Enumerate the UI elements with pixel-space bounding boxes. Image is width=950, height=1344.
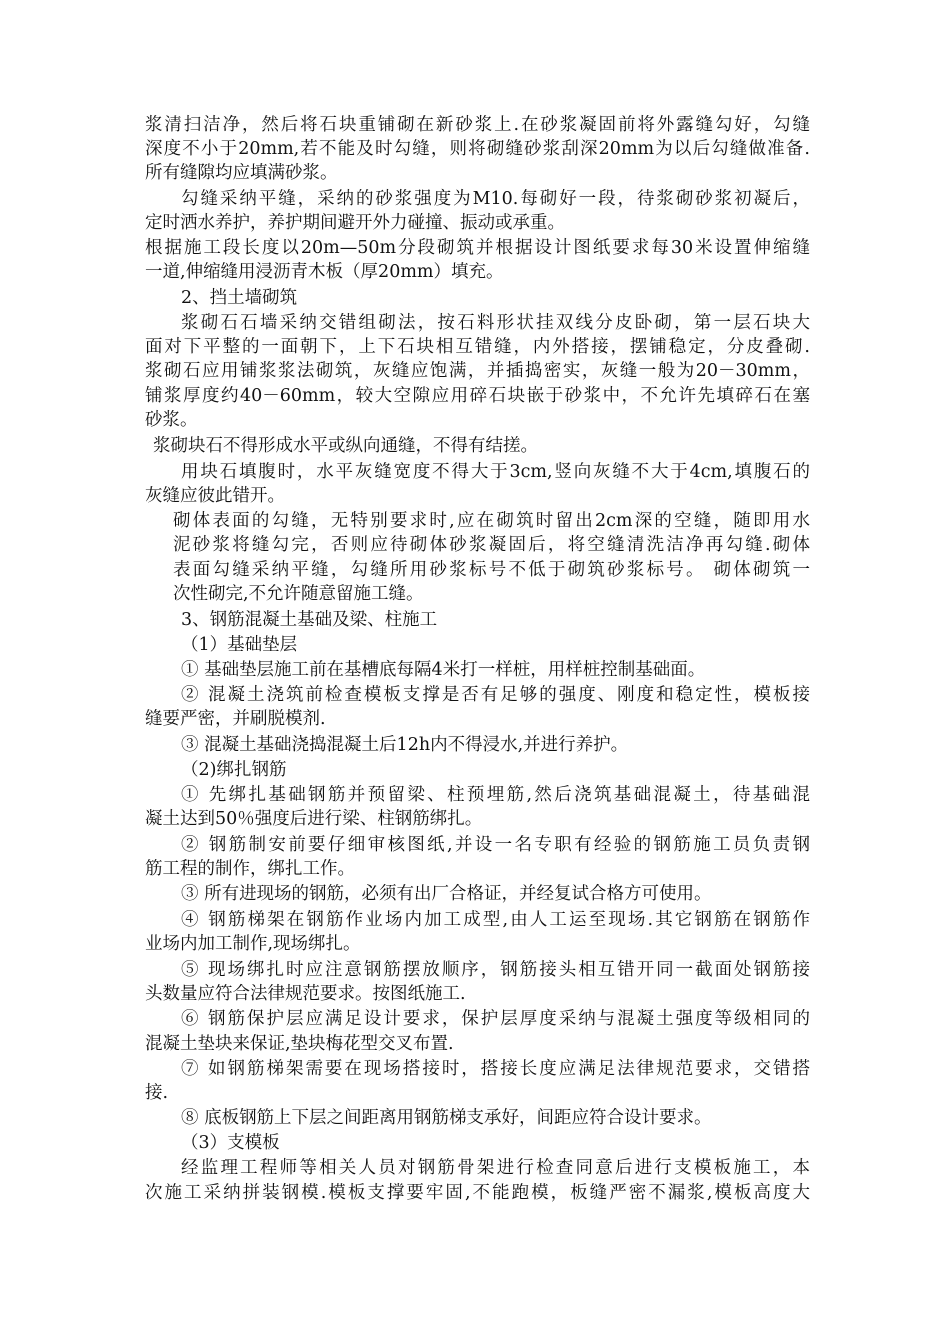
text-line: 泥砂浆将缝勾完，否则应待砌体砂浆凝固后，将空缝清洗洁净再勾缝.砌体 [173, 535, 810, 555]
text-line: 表面勾缝采纳平缝，勾缝所用砂浆标号不低于砌筑砂浆标号。 砌体砌筑一 [173, 560, 810, 580]
text-line: ② 钢筋制安前要仔细审核图纸,并设一名专职有经验的钢筋施工员负责钢 [181, 835, 810, 855]
text-line: 头数量应符合法律规范要求。按图纸施工. [145, 984, 466, 1004]
text-line: 次性砌完,不允许随意留施工缝。 [173, 584, 424, 604]
text-line: 2、挡土墙砌筑 [181, 288, 298, 308]
text-line: 面对下平整的一面朝下，上下石块相互错缝，内外搭接，摆铺稳定，分皮叠砌. [145, 337, 810, 357]
text-line: 缝要严密，并刷脱模剂. [145, 709, 326, 729]
text-line: 次施工采纳拼装钢模.模板支撑要牢固,不能跑模，板缝严密不漏浆,模板高度大 [145, 1183, 810, 1203]
text-line: 一道,伸缩缝用浸沥青木板（厚20mm）填充。 [145, 262, 504, 282]
text-line: 经监理工程师等相关人员对钢筋骨架进行检查同意后进行支模板施工，本 [181, 1158, 810, 1178]
text-line: （3）支模板 [181, 1133, 280, 1153]
text-line: ① 基础垫层施工前在基槽底每隔4米打一样桩，用样桩控制基础面。 [181, 660, 706, 680]
text-line: 浆砌石应用铺浆浆法砌筑，灰缝应饱满，并插捣密实，灰缝一般为20－30mm， [145, 361, 810, 381]
text-line: 3、钢筋混凝土基础及梁、柱施工 [181, 610, 438, 630]
text-line: 浆砌块石不得形成水平或纵向通缝，不得有结搓。 [153, 436, 538, 456]
text-line: 勾缝采纳平缝，采纳的砂浆强度为M10.每砌好一段，待浆砌砂浆初凝后， [181, 189, 810, 209]
text-line: 混凝土垫块来保证,垫块梅花型交叉布置. [145, 1034, 454, 1054]
text-line: ③ 混凝土基础浇捣混凝土后12h内不得浸水,并进行养护。 [181, 735, 629, 755]
text-line: 浆砌石石墙采纳交错组砌法，按石料形状挂双线分皮卧砌，第一层石块大 [181, 313, 810, 333]
text-line: 所有缝隙均应填满砂浆。 [145, 163, 338, 183]
text-line: 用块石填腹时，水平灰缝宽度不得大于3cm,竖向灰缝不大于4cm,填腹石的 [181, 462, 810, 482]
text-line: 灰缝应彼此错开。 [145, 486, 285, 506]
text-line: ② 混凝土浇筑前检查模板支撑是否有足够的强度、刚度和稳定性，模板接 [181, 685, 810, 705]
text-line: 浆清扫洁净，然后将石块重铺砌在新砂浆上.在砂浆凝固前将外露缝勾好，勾缝 [145, 115, 810, 135]
text-line: 筋工程的制作，绑扎工作。 [145, 859, 355, 879]
text-line: 深度不小于20mm,若不能及时勾缝，则将砌缝砂浆刮深20mm为以后勾缝做准备. [145, 139, 810, 159]
text-line: ⑧ 底板钢筋上下层之间距离用钢筋梯支承好，间距应符合设计要求。 [181, 1108, 712, 1128]
text-line: ① 先绑扎基础钢筋并预留梁、柱预埋筋,然后浇筑基础混凝土，待基础混 [181, 785, 810, 805]
text-line: 定时洒水养护，养护期间避开外力碰撞、振动或承重。 [145, 213, 565, 233]
text-line: 根据施工段长度以20m—50m分段砌筑并根据设计图纸要求每30米设置伸缩缝 [145, 238, 810, 258]
text-line: 业场内加工制作,现场绑扎。 [145, 934, 361, 954]
text-line: （2)绑扎钢筋 [181, 760, 287, 780]
text-line: 砌体表面的勾缝，无特别要求时,应在砌筑时留出2cm深的空缝，随即用水 [173, 511, 810, 531]
text-line: 铺浆厚度约40－60mm，较大空隙应用碎石块嵌于砂浆中，不允许先填碎石在塞 [145, 386, 810, 406]
text-line: ⑤ 现场绑扎时应注意钢筋摆放顺序，钢筋接头相互错开同一截面处钢筋接 [181, 960, 810, 980]
text-line: 凝土达到50％强度后进行梁、柱钢筋绑扎。 [145, 809, 483, 829]
text-line: ⑥ 钢筋保护层应满足设计要求，保护层厚度采纳与混凝土强度等级相同的 [181, 1009, 810, 1029]
text-line: 接. [145, 1083, 169, 1103]
text-line: 砂浆。 [145, 410, 198, 430]
text-line: ④ 钢筋梯架在钢筋作业场内加工成型,由人工运至现场.其它钢筋在钢筋作 [181, 910, 810, 930]
text-line: ③ 所有进现场的钢筋，必须有出厂合格证，并经复试合格方可使用。 [181, 884, 712, 904]
text-line: （1）基础垫层 [181, 635, 298, 655]
text-line: ⑦ 如钢筋梯架需要在现场搭接时，搭接长度应满足法律规范要求，交错搭 [181, 1059, 810, 1079]
